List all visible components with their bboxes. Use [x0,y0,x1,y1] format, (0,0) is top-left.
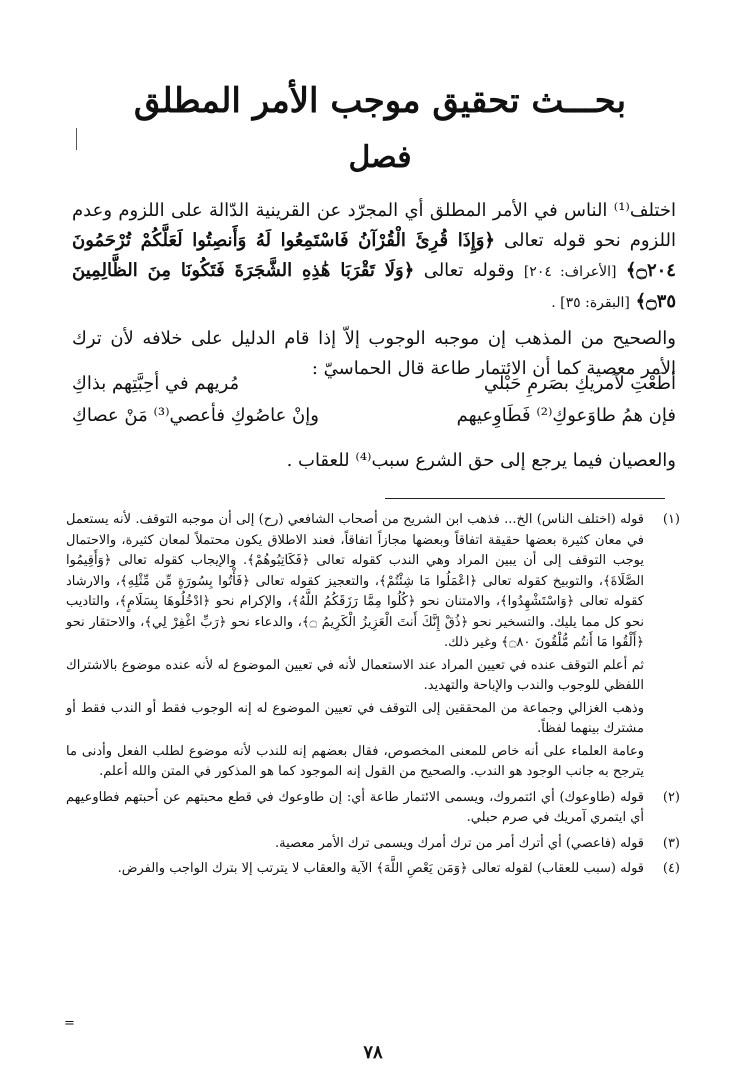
continuation-mark: = [64,1016,75,1031]
footnote-3 [66,834,680,857]
poetry-block [72,368,676,432]
p1-line2-text: اللزوم نحو قوله تعالى [504,230,676,251]
quran-verse-2: ﴿وَلَا تَقْرَبَا هَٰذِهِ الشَّجَرَةَ فَتَكُونَا مِنَ الظَّالِمِينَ ۝٣٥﴾ [72,260,676,312]
footnote-number: (٤) [662,861,680,876]
footnote-body [66,510,644,785]
footnote-paragraph: قوله (سبب للعقاب) لقوله تعالى ﴿وَمَن يَعْصِ اللَّهَ﴾ الآية والعقاب لا يترتب إلا بترك الواجب والفرض. [117,861,644,876]
verse-2 [72,400,676,432]
verse-1-left: مُريهم في أحِبَّتِهم بذاكِ [72,373,240,394]
footnote-paragraph: قوله (اختلف الناس) الخ... فذهب ابن الشريح من أصحاب الشافعي (رح) إلى أن موجبه التوقف. لأنه يستعمل في معان كثيرة بعضها حقيقة اتفاقاً وبعضها مجازاً اتفاقاً، فعند الاطلاق يكون محتملاً لمعان كثيرة، والاحتمال يوجب التوقف إلى أن يبين المراد وهي الندب كقوله تعالى ﴿فَكَاتِبُوهُمْ﴾. والإيجاب كقوله تعالى ﴿وَأَقِيمُوا الصَّلَاةَ﴾، والتوبيخ كقوله تعالى ﴿اعْمَلُوا مَا شِئْتُمْ﴾، والتعجيز كقوله تعالى ﴿فَأْتُوا بِسُورَةٍ مِّن مِّثْلِهِ﴾، والارشاد كقوله تعالى ﴿وَاسْتَشْهِدُوا﴾، والامتنان نحو ﴿كُلُوا مِمَّا رَزَقَكُمُ اللَّهُ﴾، والإكرام نحو ﴿ادْخُلُوهَا بِسَلَامٍ﴾، والتاديب نحو كل مما يليك. والتسخير نحو ﴿ذُقْ إِنَّكَ أَنتَ الْعَزِيزُ الْكَرِيمُ ۝﴾، والدعاء نحو ﴿رَبِّ اغْفِرْ لِي﴾، والاحتقار نحو ﴿أَلْقُوا مَا أَنتُم مُّلْقُونَ ۝٨٠﴾ وغير ذلك. [66,512,644,650]
verse-1-right: أطَعْتِ لآمريكِ بصَرمِ حَبْلي [483,373,676,394]
verse-1 [72,368,676,400]
page-title: بحـــث تحقيق موجب الأمر المطلق [133,81,627,121]
footnote-body [66,788,644,831]
paragraph-3: والعصيان فيما يرجع إلى حق الشرع سبب⁽⁴⁾ للعقاب . [286,450,676,471]
footnote-divider [385,498,665,499]
footnote-paragraph: قوله (فاعصي) أي أترك أمر من ترك أمرك ويسمى ترك الأمر معصية. [274,835,644,851]
footnote-paragraph: قوله (طاوعوك) أي ائتمروك، ويسمى الائتمار طاعة أي: إن طاوعوك في قطع محبتهم عن أحبتهم فطاوعيهم أي ايتمري آمريك في صرم حبلي. [66,789,644,825]
footnote-1 [66,510,680,785]
surah-ref-1: [الأعراف: ٢٠٤] [523,264,617,280]
verse-2-left: وإنْ عاصُوكِ فأعصي⁽³⁾ مَنْ عصاكِ [72,405,319,426]
p1-line1: اختلف⁽¹⁾ الناس في الأمر المطلق أي المجرّد عن القرينية الدّالة على اللزوم وعدم [72,200,676,221]
footnote-number: (٢) [662,789,680,805]
surah-ref-2: [البقرة: ٣٥] . [551,295,630,311]
quran-verse-1: ﴿وَإِذَا قُرِئَ الْقُرْآنُ فَاسْتَمِعُوا لَهُ وَأَنصِتُوا لَعَلَّكُمْ تُرْحَمُونَ ۝٢٠٤﴾ [72,230,676,281]
paragraph-2: والصحيح من المذهب إن موجبه الوجوب إلاّ إذا قام الدليل على خلافه لأن ترك الأمر معصية كما أن الائتمار طاعة قال الحماسيّ : [72,328,676,379]
footnote-4 [66,859,680,882]
footnote-body [66,834,644,857]
footnote-body [66,859,644,882]
margin-line [76,128,77,150]
footnote-2 [66,788,680,831]
footnote-number: (٣) [662,835,680,851]
footnote-paragraph: وعامة العلماء على أنه خاص للمعنى المخصوص، فقال بعضهم إنه للندب لأنه موضوع لطلب الفعل وأدنى ما يترجح به جانب الوجود هو الندب. والصحيح من القول إنه الموجود كما هو المذكور في المتن والله أعلم. [66,743,644,779]
main-text [72,196,676,390]
footnotes [66,510,680,885]
paragraph-1 [72,196,676,318]
footnote-number: (١) [662,512,680,527]
footnote-paragraph: وذهب الغزالي وجماعة من المحققين إلى التوقف في تعيين الموضوع له إنه الوجوب فقط أو الندب فقط أو مشترك بينهما لفظاً. [66,700,645,736]
verse-2-right: فإن همُ طاوَعوكِ⁽²⁾ فَطَاوِعيهم [456,405,676,426]
p1-line3-text: وقوله تعالى [423,260,515,281]
footnote-paragraph: ثم أعلم التوقف عنده في تعيين المراد عند الاستعمال لأنه في تعيين الموضوع له لأنه عنده موضوع بالاشتراك اللفظي للوجوب والندب والإباحة والتهديد. [66,657,644,693]
page-number: ٧٨ [363,1042,383,1063]
section-subtitle: فصل [348,140,412,175]
